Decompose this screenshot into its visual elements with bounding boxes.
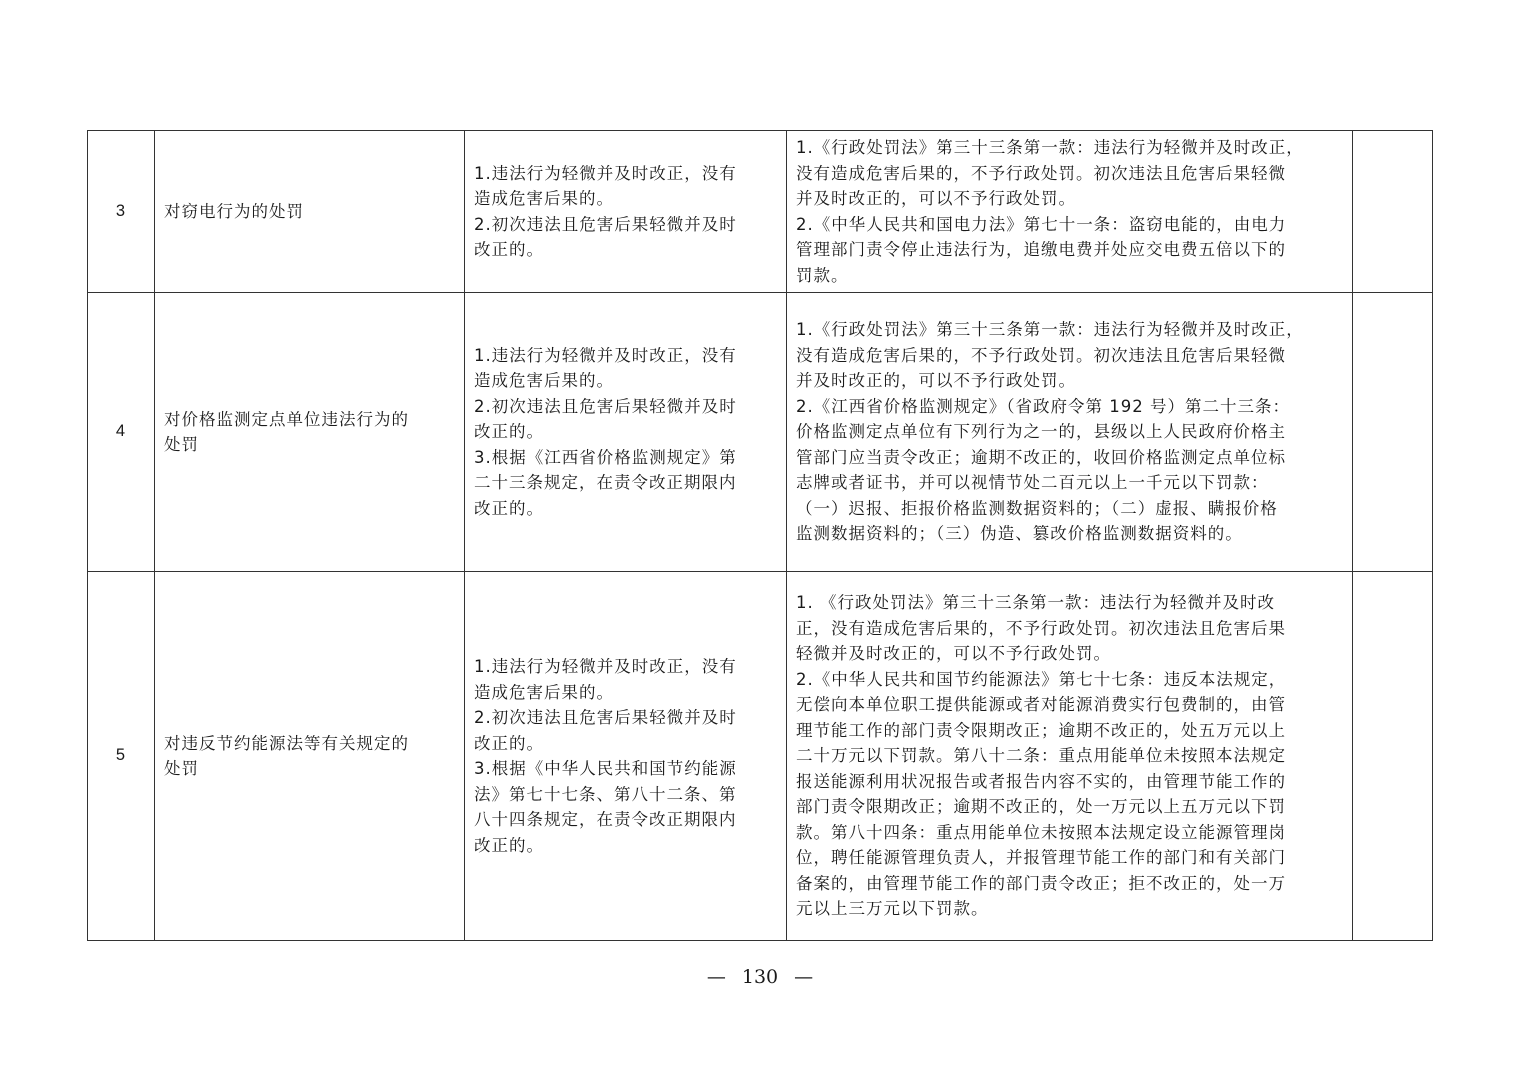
footer-dash-right: —: [794, 966, 814, 988]
basis-line: 没有造成危害后果的，不予行政处罚。初次违法且危害后果轻微: [796, 345, 1286, 365]
condition-line: 2.初次违法且危害后果轻微并及时: [474, 214, 737, 234]
basis-line: 正，没有造成危害后果的，不予行政处罚。初次违法且危害后果: [796, 618, 1286, 638]
row-number: 3: [88, 131, 155, 293]
page-footer: [0, 966, 1520, 988]
condition-line: 3.根据《中华人民共和国节约能源: [474, 759, 737, 778]
item-name-line: 对违反节约能源法等有关规定的: [164, 733, 409, 753]
table-row: [88, 572, 1433, 941]
condition-line: 2.初次违法且危害后果轻微并及时: [474, 708, 737, 727]
basis-line: 2.《江西省价格监测规定》（省政府令第 192 号）第二十三条：: [796, 396, 1290, 416]
remarks-cell: [1353, 131, 1433, 293]
condition-line: 八十四条规定，在责令改正期限内: [474, 810, 737, 829]
legal-basis: [787, 131, 1353, 293]
item-name-line: 对窃电行为的处罚: [164, 201, 304, 221]
item-name-line: 处罚: [164, 759, 199, 778]
basis-line: 价格监测定点单位有下列行为之一的，县级以上人民政府价格主: [796, 422, 1286, 442]
item-name: [155, 293, 465, 572]
basis-line: 元以上三万元以下罚款。: [796, 899, 989, 919]
basis-line: 2.《中华人民共和国电力法》第七十一条：盗窃电能的，由电力: [796, 214, 1287, 234]
condition-line: 造成危害后果的。: [474, 682, 614, 702]
condition-line: 法》第七十七条、第八十二条、第: [474, 784, 737, 804]
condition-line: 改正的。: [474, 422, 544, 442]
basis-line: 轻微并及时改正的，可以不予行政处罚。: [796, 644, 1111, 664]
condition-line: 造成危害后果的。: [474, 189, 614, 208]
basis-line: 管理部门责令停止违法行为，追缴电费并处应交电费五倍以下的: [796, 240, 1286, 259]
basis-line: 备案的，由管理节能工作的部门责令改正；拒不改正的，处一万: [796, 873, 1286, 893]
basis-line: 监测数据资料的；（三）伪造、篡改价格监测数据资料的。: [796, 524, 1243, 544]
remarks-cell: [1353, 572, 1433, 941]
item-name: [155, 572, 465, 941]
condition-line: 二十三条规定，在责令改正期限内: [474, 473, 737, 493]
item-name-line: 处罚: [164, 435, 199, 454]
basis-line: 无偿向本单位职工提供能源或者对能源消费实行包费制的，由管: [796, 695, 1286, 715]
condition-line: 改正的。: [474, 733, 544, 753]
table-row: [88, 131, 1433, 293]
basis-line: 2.《中华人民共和国节约能源法》第七十七条：违反本法规定，: [796, 669, 1287, 689]
exemption-conditions: [465, 572, 787, 941]
basis-line: 理节能工作的部门责令限期改正；逾期不改正的，处五万元以上: [796, 720, 1286, 740]
condition-line: 1.违法行为轻微并及时改正，没有: [474, 657, 737, 676]
basis-line: 并及时改正的，可以不予行政处罚。: [796, 189, 1076, 208]
legal-basis: [787, 293, 1353, 572]
condition-line: 改正的。: [474, 240, 544, 259]
exemption-conditions: [465, 293, 787, 572]
basis-line: 1.《行政处罚法》第三十三条第一款：违法行为轻微并及时改正，: [796, 138, 1304, 157]
row-number: 5: [88, 572, 155, 941]
condition-line: 造成危害后果的。: [474, 371, 614, 391]
condition-line: 2.初次违法且危害后果轻微并及时: [474, 396, 737, 416]
table-row: [88, 293, 1433, 572]
footer-dash-left: —: [706, 966, 726, 988]
condition-line: 3.根据《江西省价格监测规定》第: [474, 447, 737, 467]
basis-line: （一）迟报、拒报价格监测数据资料的；（二）虚报、瞒报价格: [796, 498, 1278, 518]
basis-line: 1.《行政处罚法》第三十三条第一款：违法行为轻微并及时改正，: [796, 320, 1304, 340]
remarks-cell: [1353, 293, 1433, 572]
legal-basis: [787, 572, 1353, 941]
basis-line: 报送能源利用状况报告或者报告内容不实的，由管理节能工作的: [796, 771, 1286, 791]
page-number: 130: [741, 966, 779, 988]
condition-line: 改正的。: [474, 498, 544, 518]
basis-line: 并及时改正的，可以不予行政处罚。: [796, 371, 1076, 391]
condition-line: 1.违法行为轻微并及时改正，没有: [474, 163, 737, 183]
basis-line: 没有造成危害后果的，不予行政处罚。初次违法且危害后果轻微: [796, 163, 1286, 183]
exemption-conditions: [465, 131, 787, 293]
basis-line: 部门责令限期改正；逾期不改正的，处一万元以上五万元以下罚: [796, 797, 1286, 817]
basis-line: 1. 《行政处罚法》第三十三条第一款：违法行为轻微并及时改: [796, 593, 1275, 613]
basis-line: 款。第八十四条：重点用能单位未按照本法规定设立能源管理岗: [796, 822, 1286, 842]
penalty-exemption-table: [87, 130, 1433, 941]
basis-line: 管部门应当责令改正；逾期不改正的，收回价格监测定点单位标: [796, 447, 1286, 467]
basis-line: 二十万元以下罚款。第八十二条：重点用能单位未按照本法规定: [796, 746, 1286, 766]
row-number: 4: [88, 293, 155, 572]
basis-line: 志牌或者证书，并可以视情节处二百元以上一千元以下罚款：: [796, 473, 1269, 493]
item-name-line: 对价格监测定点单位违法行为的: [164, 409, 409, 429]
basis-line: 罚款。: [796, 265, 849, 285]
condition-line: 1.违法行为轻微并及时改正，没有: [474, 345, 737, 365]
basis-line: 位，聘任能源管理负责人，并报管理节能工作的部门和有关部门: [796, 848, 1286, 868]
condition-line: 改正的。: [474, 835, 544, 855]
item-name: [155, 131, 465, 293]
